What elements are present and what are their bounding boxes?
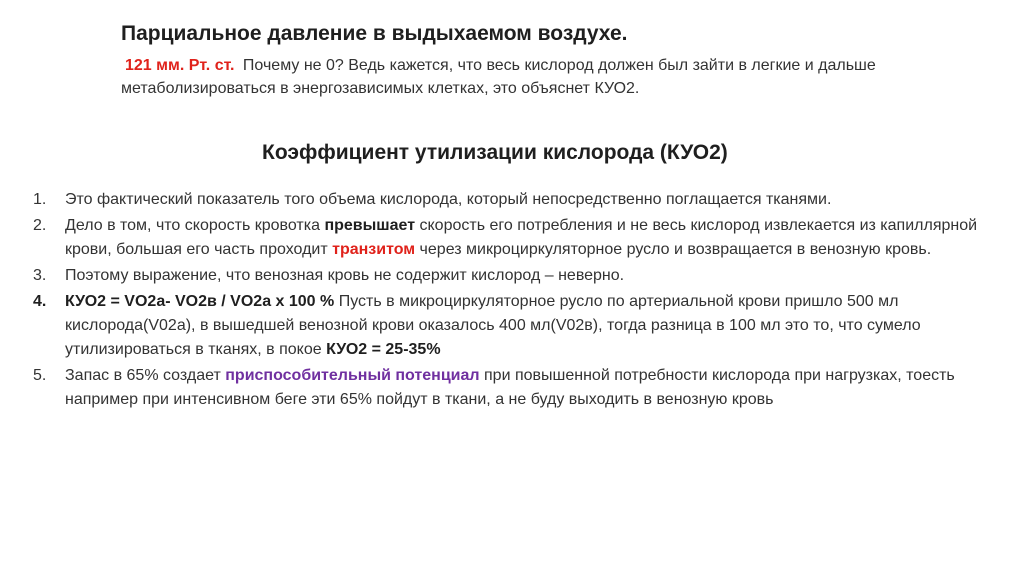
list-item <box>33 188 993 212</box>
emphasis-adaptive-potential: приспособительный потенциал <box>225 367 480 384</box>
item-text-part: скорость его потребления и не весь кислород извлекается из капиллярной крови, большая его часть проходит <box>65 217 978 258</box>
item-number: 1. <box>33 191 47 208</box>
item-text-part: Дело в том, что скорость кровотка <box>65 217 325 234</box>
emphasis-transit: транзитом <box>332 241 416 258</box>
item-number: 3. <box>33 267 47 284</box>
section-title: Коэффициент утилизации кислорода (КУО2) <box>262 141 728 164</box>
item-number: 4. <box>33 293 47 310</box>
formula: КУО2 = VO2a- VO2в / VO2a x 100 % <box>65 293 335 310</box>
list-item <box>33 364 993 412</box>
item-text: Это фактический показатель того объема кислорода, который непосредственно поглащается тканями. <box>65 191 832 208</box>
item-number: 5. <box>33 367 47 384</box>
item-text-part: через микроциркуляторное русло и возвращается в венозную кровь. <box>415 241 932 258</box>
pressure-value: 121 мм. Рт. ст. <box>125 57 235 74</box>
list-item <box>33 214 993 262</box>
kuo2-result: КУО2 = 25-35% <box>326 341 441 358</box>
intro-text: Почему не 0? Ведь кажется, что весь кислород должен был зайти в легкие и дальше метаболизироваться в энергозависимых клетках, это объяснет КУО2. <box>121 57 876 97</box>
item-text-part: Пусть в микроциркуляторное русло по артериальной крови пришло 500 мл кислорода(V02а), в вышедшей венозной крови оказалось 400 мл(V02в), тогда разница в 100 мл это то, что сумело утилизироваться в тканях, в покое <box>65 293 921 358</box>
item-number: 2. <box>33 217 47 234</box>
item-text: Поэтому выражение, что венозная кровь не содержит кислород – неверно. <box>65 267 625 284</box>
intro-paragraph <box>121 54 881 100</box>
points-list <box>33 188 993 414</box>
item-text <box>65 364 993 412</box>
list-item <box>33 290 993 362</box>
item-text-part: при повышенной потребности кислорода при нагрузках, тоесть например при интенсивном беге эти 65% пойдут в ткани, а не буду выходить в венозную кровь <box>65 367 955 408</box>
page-heading: Парциальное давление в выдыхаемом воздухе. <box>121 22 628 45</box>
item-text-part: Запас в 65% создает <box>65 367 226 384</box>
list-item <box>33 264 993 288</box>
item-text <box>65 290 993 362</box>
item-text <box>65 214 993 262</box>
emphasis-exceeds: превышает <box>324 217 416 234</box>
